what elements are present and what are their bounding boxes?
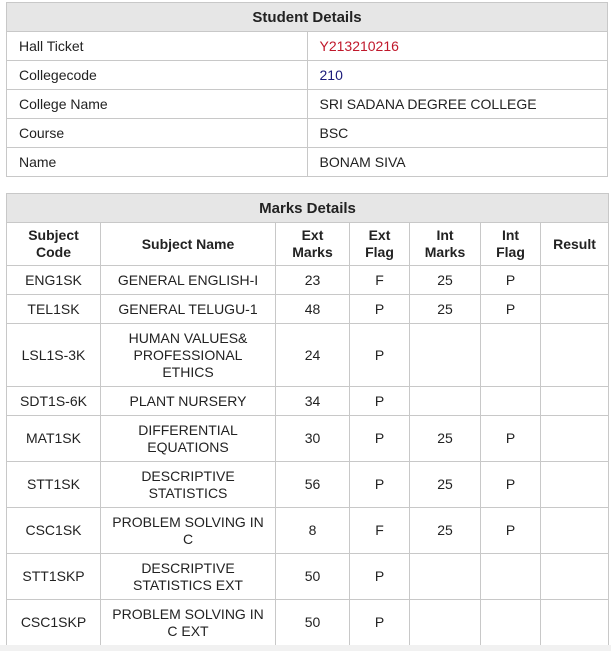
header-subject-code: Subject Code <box>7 223 101 266</box>
ext-marks-cell: 48 <box>276 295 350 324</box>
subject-code-cell: STT1SKP <box>7 554 101 600</box>
ext-marks-cell: 23 <box>276 266 350 295</box>
marks-header-row <box>7 223 609 266</box>
subject-name-cell: PROBLEM SOLVING IN C EXT <box>101 600 276 646</box>
int-marks-cell: 25 <box>410 462 481 508</box>
student-row-college-name <box>7 90 608 119</box>
ext-marks-cell: 50 <box>276 554 350 600</box>
marks-row <box>7 462 609 508</box>
college-name-label: College Name <box>7 90 308 119</box>
marks-row <box>7 387 609 416</box>
student-details-table <box>6 2 608 177</box>
ext-marks-cell: 34 <box>276 387 350 416</box>
subject-code-cell: ENG1SK <box>7 266 101 295</box>
marks-row <box>7 554 609 600</box>
int-marks-cell <box>410 554 481 600</box>
hall-ticket-label: Hall Ticket <box>7 32 308 61</box>
ext-flag-cell: P <box>350 295 410 324</box>
int-flag-cell <box>481 554 541 600</box>
int-flag-cell: P <box>481 416 541 462</box>
int-flag-cell: P <box>481 462 541 508</box>
int-marks-cell <box>410 387 481 416</box>
result-cell <box>541 508 609 554</box>
int-flag-cell: P <box>481 508 541 554</box>
bottom-strip <box>0 645 611 651</box>
subject-name-cell: DIFFERENTIAL EQUATIONS <box>101 416 276 462</box>
subject-name-cell: DESCRIPTIVE STATISTICS EXT <box>101 554 276 600</box>
ext-flag-cell: P <box>350 416 410 462</box>
ext-flag-cell: P <box>350 462 410 508</box>
result-cell <box>541 416 609 462</box>
subject-code-cell: SDT1S-6K <box>7 387 101 416</box>
header-ext-marks: Ext Marks <box>276 223 350 266</box>
hall-ticket-value: Y213210216 <box>307 32 608 61</box>
subject-code-cell: LSL1S-3K <box>7 324 101 387</box>
college-code-value: 210 <box>307 61 608 90</box>
subject-code-cell: CSC1SK <box>7 508 101 554</box>
ext-flag-cell: P <box>350 387 410 416</box>
student-row-college-code <box>7 61 608 90</box>
subject-code-cell: MAT1SK <box>7 416 101 462</box>
int-flag-cell: P <box>481 295 541 324</box>
marks-row <box>7 266 609 295</box>
subject-name-cell: HUMAN VALUES& PROFESSIONAL ETHICS <box>101 324 276 387</box>
int-marks-cell <box>410 600 481 646</box>
ext-flag-cell: F <box>350 508 410 554</box>
ext-flag-cell: P <box>350 324 410 387</box>
marks-row <box>7 600 609 646</box>
student-details-title: Student Details <box>7 3 608 32</box>
header-int-marks: Int Marks <box>410 223 481 266</box>
ext-marks-cell: 50 <box>276 600 350 646</box>
int-marks-cell <box>410 324 481 387</box>
ext-marks-cell: 8 <box>276 508 350 554</box>
subject-code-cell: CSC1SKP <box>7 600 101 646</box>
ext-flag-cell: P <box>350 554 410 600</box>
int-flag-cell: P <box>481 266 541 295</box>
int-flag-cell <box>481 324 541 387</box>
ext-flag-cell: F <box>350 266 410 295</box>
subject-name-cell: DESCRIPTIVE STATISTICS <box>101 462 276 508</box>
int-flag-cell <box>481 600 541 646</box>
int-flag-cell <box>481 387 541 416</box>
result-cell <box>541 324 609 387</box>
name-label: Name <box>7 148 308 177</box>
ext-marks-cell: 24 <box>276 324 350 387</box>
int-marks-cell: 25 <box>410 508 481 554</box>
marks-details-title: Marks Details <box>7 194 609 223</box>
student-row-course <box>7 119 608 148</box>
header-result: Result <box>541 223 609 266</box>
ext-marks-cell: 30 <box>276 416 350 462</box>
course-label: Course <box>7 119 308 148</box>
college-code-label: Collegecode <box>7 61 308 90</box>
college-name-value: SRI SADANA DEGREE COLLEGE <box>307 90 608 119</box>
student-row-name <box>7 148 608 177</box>
subject-name-cell: GENERAL TELUGU-1 <box>101 295 276 324</box>
subject-name-cell: PLANT NURSERY <box>101 387 276 416</box>
header-ext-flag: Ext Flag <box>350 223 410 266</box>
result-cell <box>541 266 609 295</box>
marks-row <box>7 324 609 387</box>
ext-flag-cell: P <box>350 600 410 646</box>
subject-code-cell: TEL1SK <box>7 295 101 324</box>
marks-row <box>7 295 609 324</box>
marks-row <box>7 508 609 554</box>
result-cell <box>541 295 609 324</box>
ext-marks-cell: 56 <box>276 462 350 508</box>
header-subject-name: Subject Name <box>101 223 276 266</box>
header-int-flag: Int Flag <box>481 223 541 266</box>
student-row-hall-ticket <box>7 32 608 61</box>
int-marks-cell: 25 <box>410 295 481 324</box>
subject-name-cell: GENERAL ENGLISH-I <box>101 266 276 295</box>
result-cell <box>541 462 609 508</box>
marks-details-table <box>6 193 609 646</box>
name-value: BONAM SIVA <box>307 148 608 177</box>
course-value: BSC <box>307 119 608 148</box>
result-cell <box>541 600 609 646</box>
result-cell <box>541 554 609 600</box>
marks-row <box>7 416 609 462</box>
int-marks-cell: 25 <box>410 266 481 295</box>
int-marks-cell: 25 <box>410 416 481 462</box>
subject-code-cell: STT1SK <box>7 462 101 508</box>
result-cell <box>541 387 609 416</box>
subject-name-cell: PROBLEM SOLVING IN C <box>101 508 276 554</box>
